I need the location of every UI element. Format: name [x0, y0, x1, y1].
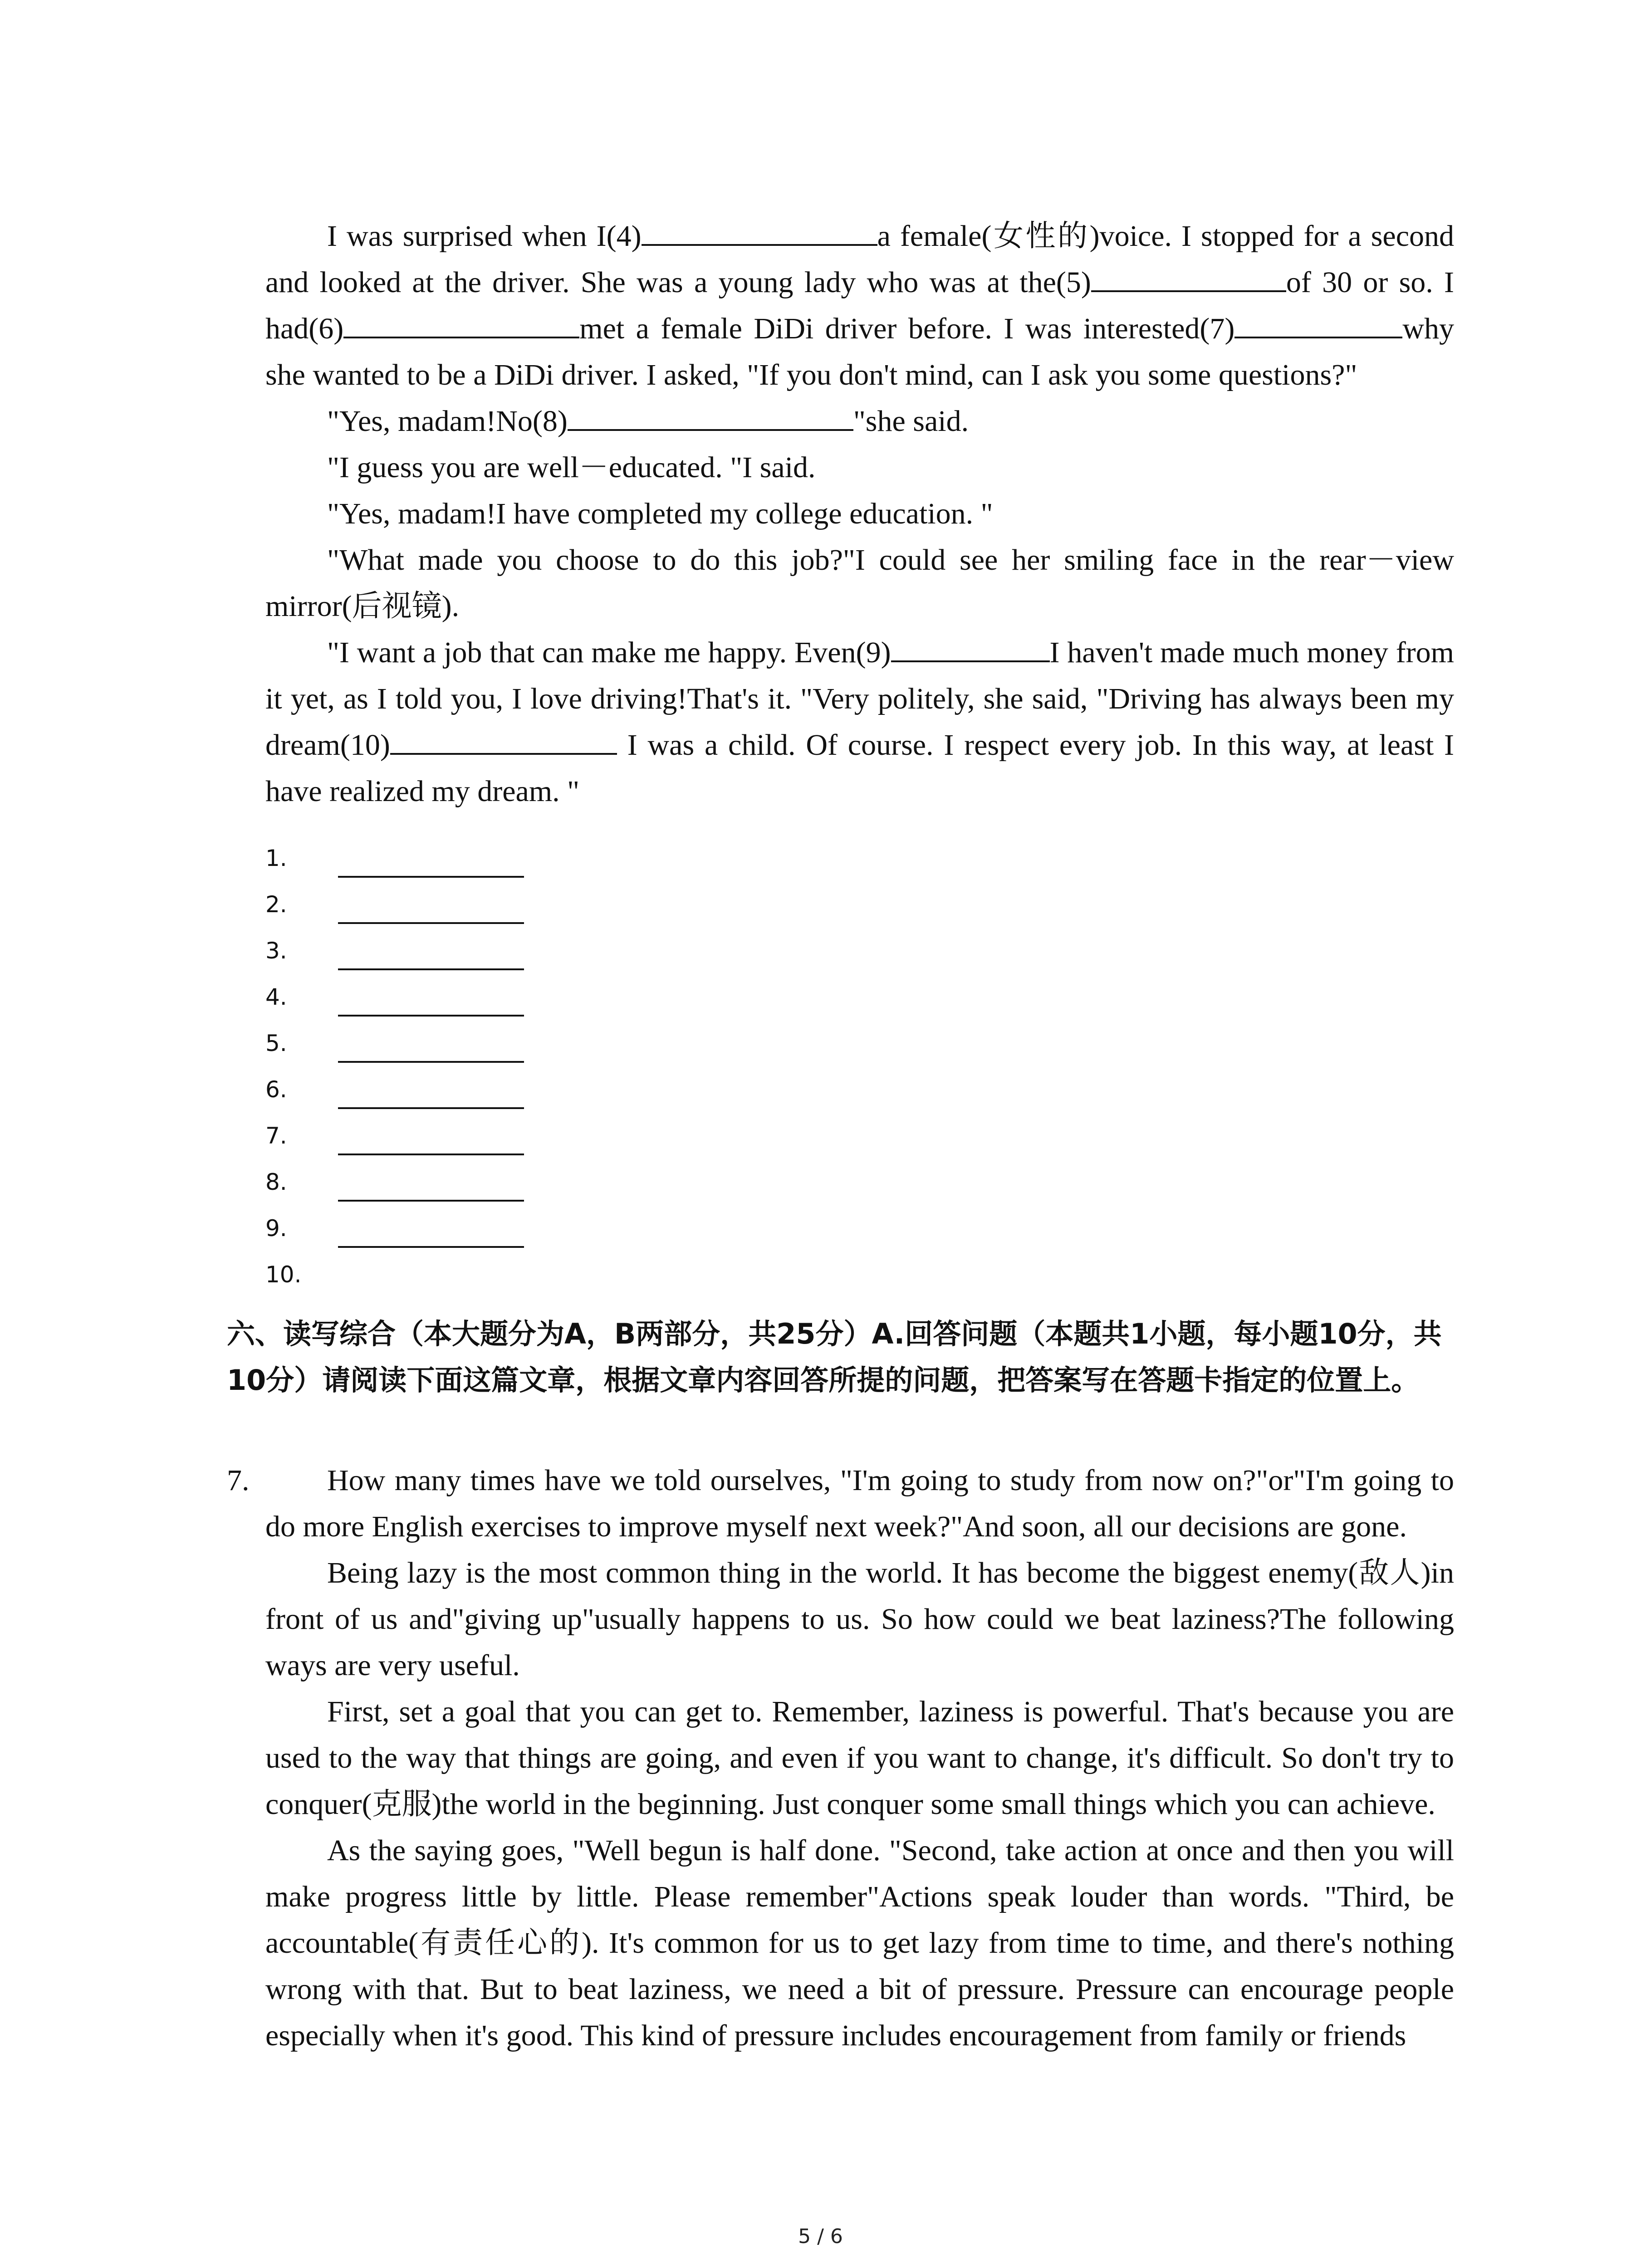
answer-line[interactable] [338, 876, 524, 878]
cloze-passage [265, 213, 1454, 815]
answer-line[interactable] [338, 968, 524, 970]
answer-line[interactable] [338, 922, 524, 924]
passage-paragraph: "I guess you are well－educated. "I said. [327, 451, 816, 484]
blank-7 [1234, 309, 1402, 338]
passage-paragraph: How many times have we told ourselves, "I'm going to study from now on?"or"I'm going to do more English exercises to improve myself next week?"And soon, all our decisions are gone. [265, 1464, 1454, 1543]
blank-6 [343, 309, 579, 338]
page-number: 5 / 6 [798, 2225, 843, 2248]
blank-10 [390, 726, 617, 755]
passage-paragraph: As the saying goes, "Well begun is half done. "Second, take action at once and then you will make progress little by little. Please remember"Actions speak louder than words. "Third, be accountable(有责任心的). It's common for us to get lazy from time to time, and there's nothing wrong with that. But to beat laziness, we need a bit of pressure. Pressure can encourage people especially when it's good. This kind of pressure includes encouragement from family or friends [265, 1834, 1454, 2052]
passage-paragraph: First, set a goal that you can get to. Remember, laziness is powerful. That's because you are used to the way that things are going, and even if you want to change, it's difficult. So don't try to conquer(克服)the world in the beginning. Just conquer some small things which you can achieve. [265, 1695, 1454, 1821]
passage-paragraph: "Yes, madam!I have completed my college education. " [327, 497, 993, 530]
section-heading: 六、读写综合（本大题分为A，B两部分，共25分）A.回答问题（本题共1小题，每小题10分，共10分）请阅读下面这篇文章，根据文章内容回答所提的问题，把答案写在答题卡指定的位置上。 [227, 1317, 1442, 1397]
passage-paragraph: Being lazy is the most common thing in the world. It has become the biggest enemy(敌人)in front of us and"giving up"usually happens to us. So how could we beat laziness?The following ways are very useful. [265, 1556, 1454, 1682]
passage-paragraph: "Yes, madam!No(8) "she said. [265, 398, 1454, 445]
blank-5 [1091, 263, 1286, 292]
answer-line[interactable] [338, 1154, 524, 1155]
answer-line[interactable] [338, 1107, 524, 1109]
question-number: 7. [227, 1464, 250, 1497]
blank-8 [568, 402, 853, 431]
answer-line[interactable] [338, 1246, 524, 1248]
passage-paragraph: I was surprised when I(4) a female(女性的)voice. I stopped for a second and looked at the driver. She was a young lady who was at the(5) of 30 or so. I had(6) met a female DiDi driver before. I was interested(7) why she wanted to be a DiDi driver. I asked, "If you don't mind, can I ask you some questions?" [265, 213, 1454, 398]
document-page: I was surprised when I(4) a female(女性的)voice. I stopped for a second and looked at the driver. She was a young lady who was at the(5) of 30 or so. I had(6) met a female DiDi driver before. I was interested(7) why she wanted to be a DiDi driver. I asked, "If you don't mind, can I ask you some questions?" "Yes, madam!No(8) "she said. "I guess you are well－educated. "I said. "Yes, madam!I have completed my college education. " "What made you choose to do this job?"I could see her smiling face in the rear－view mirror(后视镜). "I want a job that can make me happy. Even(9) I haven't made much money from it yet, as I told you, I love driving!That's it. "Very politely, she said, "Driving has always been my dream(10) I was a child. Of course. I respect every job. In this way, at least I have realized my dream. " 1. 2. 3. 4. 5. 6. 7. 8. 9. 10. 六、读写综合（本大题分为A，B两部分，共25分）A.回答问题（本题共1小题，每小题10分，共10分）请阅读下面这篇文章，根据文章内容回答所提的问题，把答案写在答题卡指定的位置上。 7. How many times have we told ourselves, "I'm going to study from now on?"or"I'm going to do more English exercises to improve myself next week?"And soon, all our decisions are gone. Being lazy is the most common thing in the world. It has become the biggest enemy(敌人)in front of us and"giving up"usually happens to us. So how could we beat laziness?The following ways are very useful. First, set a goal that you can get to. Remember, laziness is powerful. That's because you are used to the way that things are going, and even if you want to change, it's difficult. So don't try to conquer(克服)the world in the beginning. Just conquer some small things which you can achieve. As the saying goes, "Well begun is half done. "Second, take action at once and then you will make progress little by little. Please remember"Actions speak louder than words. "Third, be accountable(有责任心的). It's common for us to get lazy from time to time, and there's nothing wrong with that. But to beat laziness, we need a bit of pressure. Pressure can encourage people especially when it's good. This kind of pressure includes encouragement from family or friends 5 / 6 [0, 0, 1641, 2268]
passage-paragraph: "What made you choose to do this job?"I could see her smiling face in the rear－view mirror(后视镜). [265, 543, 1454, 623]
blank-4 [642, 217, 877, 246]
blank-9 [891, 633, 1050, 662]
reading-passage [265, 1457, 1454, 2059]
answer-line[interactable] [338, 1061, 524, 1063]
answer-line[interactable] [338, 1200, 524, 1202]
passage-paragraph: "I want a job that can make me happy. Even(9) I haven't made much money from it yet, as I told you, I love driving!That's it. "Very politely, she said, "Driving has always been my dream(10) I was a child. Of course. I respect every job. In this way, at least I have realized my dream. " [265, 630, 1454, 815]
answer-line[interactable] [338, 1015, 524, 1017]
